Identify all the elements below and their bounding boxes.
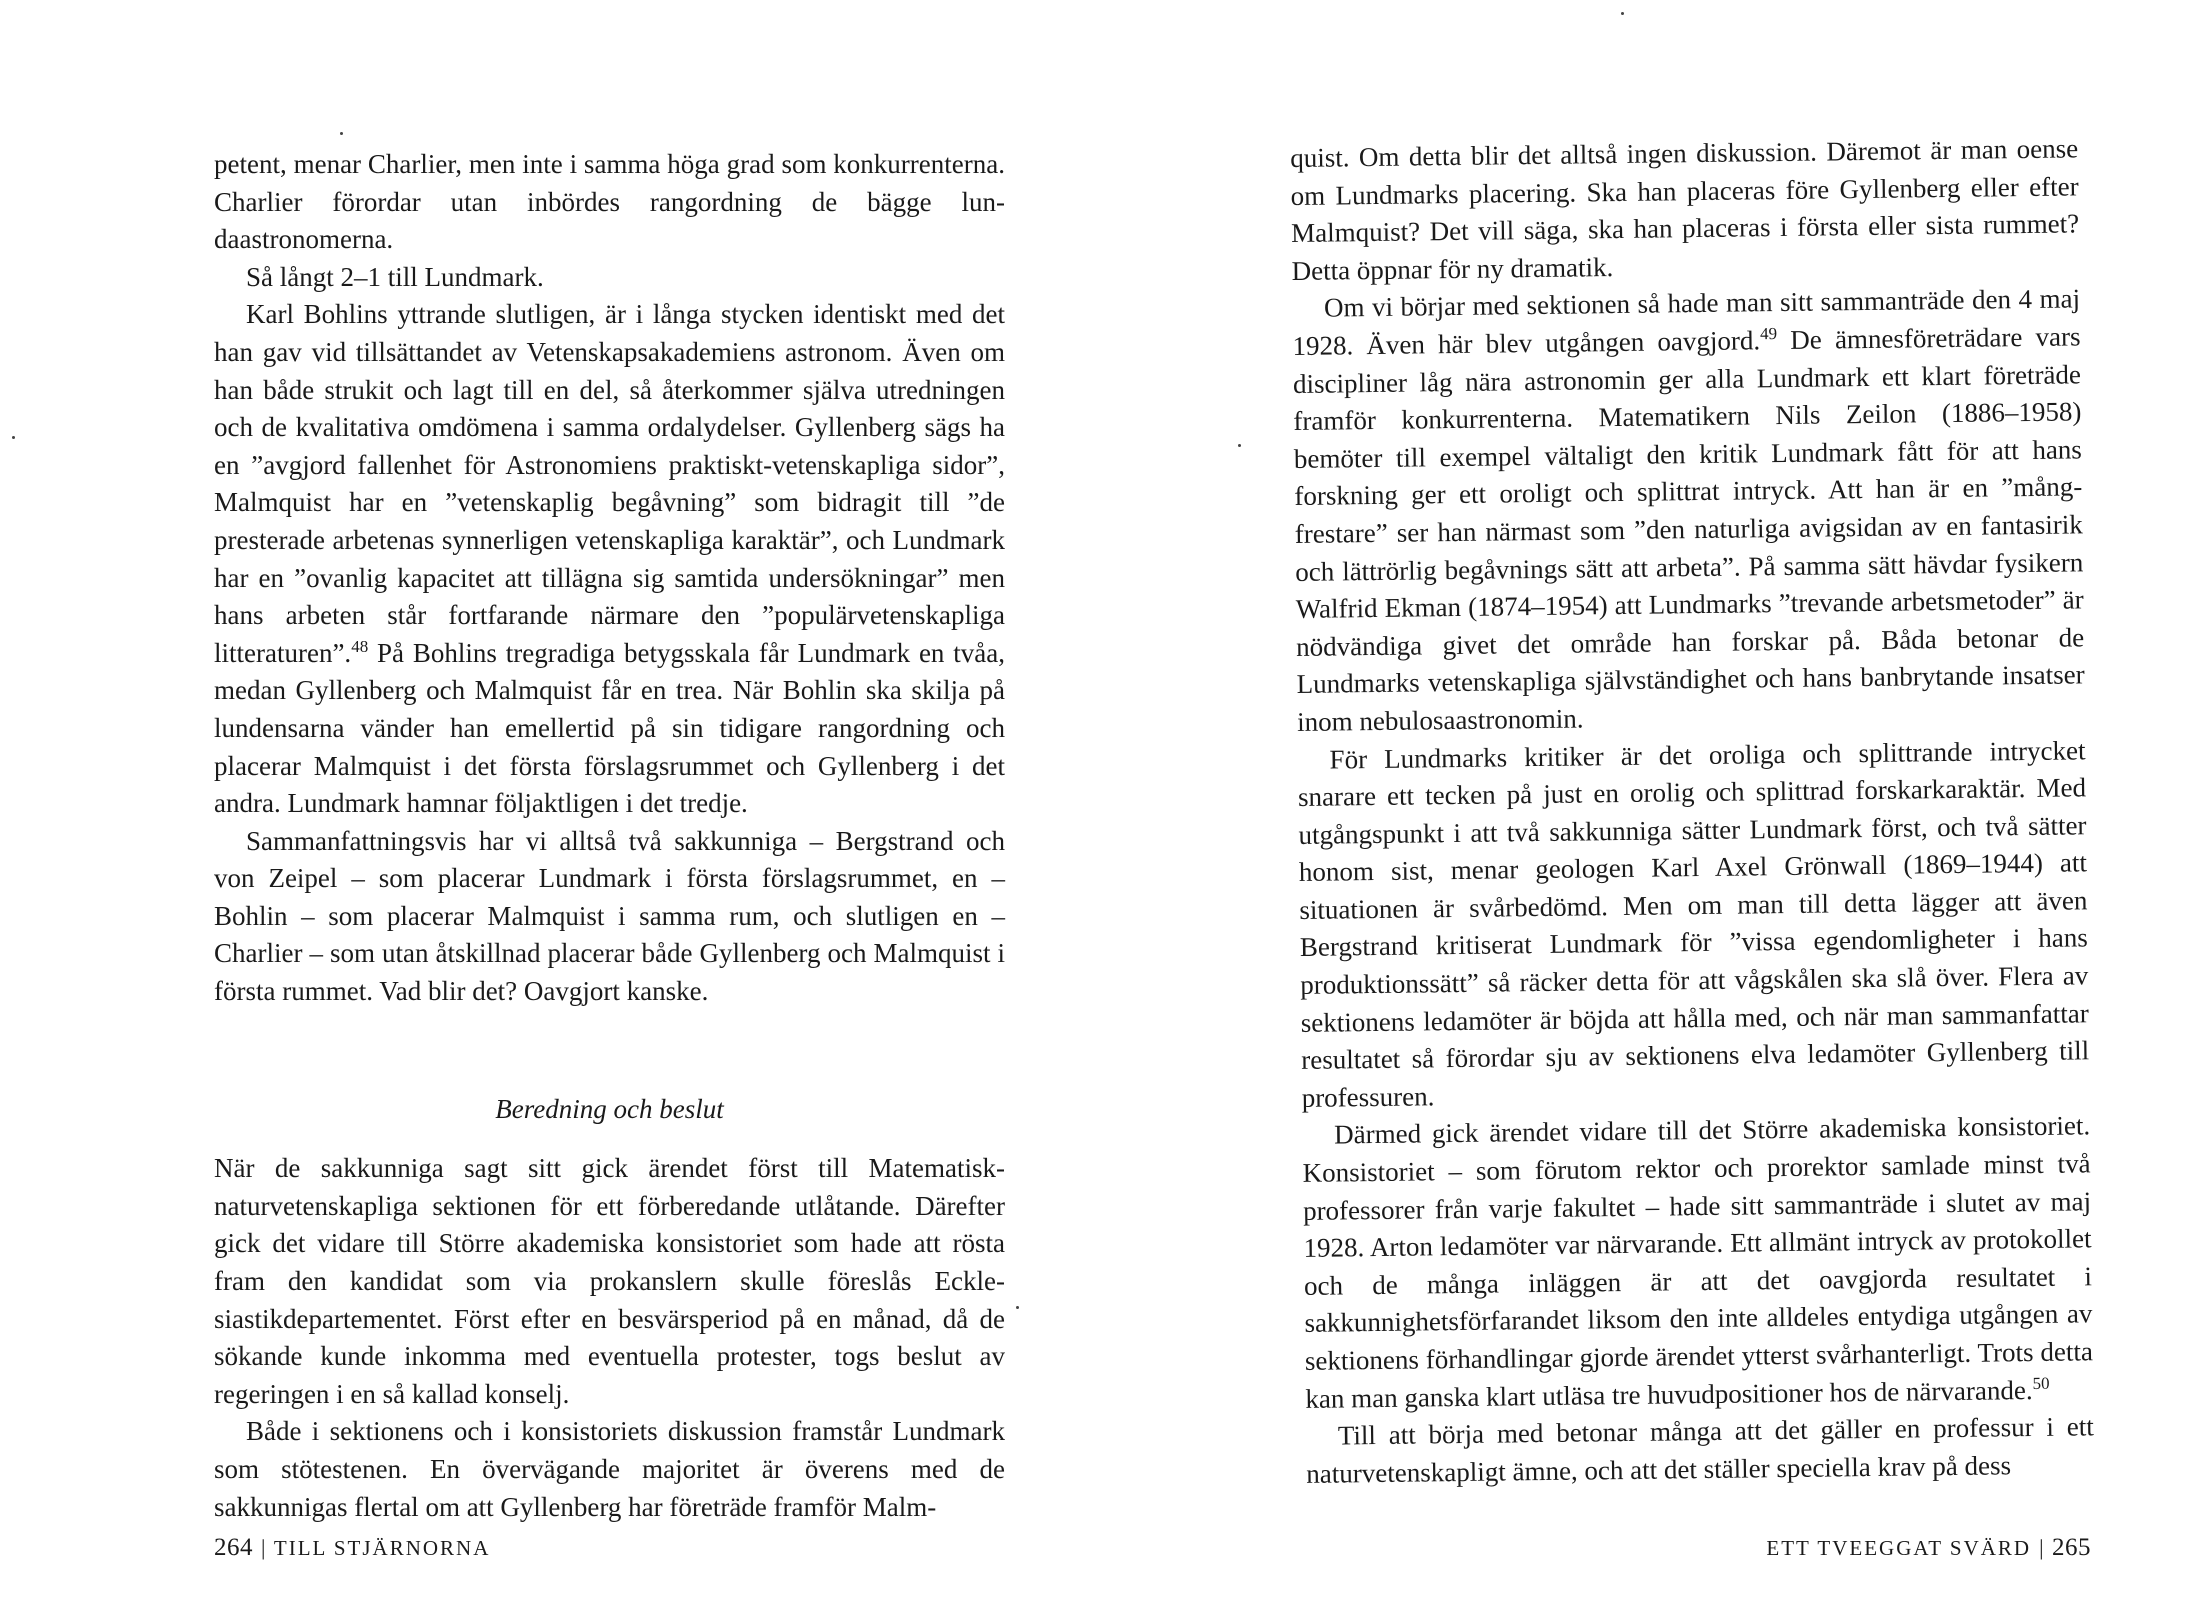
page-number: 265 — [2052, 1534, 2091, 1561]
left-footer — [214, 1534, 490, 1562]
paragraph: Så långt 2–1 till Lundmark. — [246, 261, 544, 292]
paragraph: För Lundmarks kritiker är det oroliga och splittrande intrycket snarare ett tecken på just en orolig och splittrad forskarkaraktär. Med utgångspunkt i att två sakkunniga sätter Lundmark först, och två sätter honom sist, menar geologen Karl Axel Grönwall (1869–1944) att situationen är svårbedömd. Men om man till detta lägger att även Bergstrand kritiserat Lundmark för ”vissa egendomligheter i hans produktionssätt” så räcker detta för att vågskålen ska slå över. Flera av sektionens ledamöter är böjda att hålla med, och när man sammanfattar resultatet så förordar sju av sektionens elva ledamöter Gyllenberg till professuren. — [1297, 734, 2090, 1113]
footnote-ref: 50 — [2032, 1373, 2050, 1393]
footer-separator: | — [2039, 1535, 2044, 1560]
running-head: TILL STJÄRNORNA — [273, 1536, 491, 1560]
scan-speck — [1621, 12, 1624, 15]
scan-speck — [1016, 1306, 1019, 1309]
section-heading: Beredning och beslut — [495, 1093, 724, 1124]
left-page — [0, 0, 1099, 1601]
right-page — [1100, 0, 2199, 1601]
paragraph — [1302, 1108, 2094, 1418]
paragraph-text: Om vi börjar med sektionen så hade man sitt sammanträde den 4 maj 1928. Även här blev utgången oavgjord. — [1292, 283, 2081, 361]
paragraph-text: På Bohlins tregradiga betygsskala får Lundmark en tvåa, medan Gyllenberg och Malmquist får en trea. När Bohlin ska skilja på lundensarna vänder han emellertid på sin tidigare rangordning och placerar Malmquist i det första förslagsrummet och Gyllenberg i det andra. Lundmark hamnar följaktligen i det tredje. — [214, 637, 1005, 819]
footnote-ref: 49 — [1759, 324, 1778, 344]
paragraph: Både i sektionens och i konsistoriets diskussion framstår Lundmark som stötestenen. En övervägande majoritet är överens med de sakkunnigas flertal om att Gyllenberg har företräde framför Malm- — [214, 1416, 1005, 1522]
paragraph: Till att börja med betonar många att det gäller en professur i ett naturvetenskapligt ämne, och att det ställer speciella krav på dess — [1306, 1411, 2094, 1489]
scan-speck — [340, 132, 343, 135]
footnote-ref: 48 — [351, 636, 369, 656]
paragraph: När de sakkunniga sagt sitt gick ärendet först till Matematisk-naturvetenskapliga sektionen för ett förberedande utlåtande. Därefter gick det vidare till Större akademiska konsistoriet som hade att rösta fram den kandidat som via prokanslern skulle föreslås Ecklesiastikdepartementet. Först efter en besvärsperiod på en månad, då de sökande kunde inkomma med eventuella protester, togs beslut av regeringen i en så kallad konselj. — [214, 1153, 1005, 1409]
right-footer — [1766, 1534, 2091, 1562]
scan-speck — [12, 436, 15, 439]
paragraph-text: Karl Bohlins yttrande slutligen, är i långa stycken identiskt med det han gav vid tillsättandet av Vetenskapsakademiens astronom. Även om han både strukit och lagt till en del, så återkommer själva utredningen och de kvalitativa omdömena i samma ordalydelser. Gyllenberg sägs ha en ”avgjord fallenhet för Astronomiens praktiskt-vetenskapliga sidor”, Malmquist har en ”vetenskaplig begåvning” som bidragit till ”de presterade arbetenas synnerligen vetenskapliga karaktär”, och Lundmark har en ”ovanlig kapacitet att tillägna sig samtida undersökningar” men hans arbeten står fortfarande närmare den ”populärvetenskapliga litteraturen”. — [214, 299, 1005, 668]
page-number: 264 — [214, 1534, 253, 1561]
right-page-text — [1290, 130, 2094, 1493]
paragraph: quist. Om detta blir det alltså ingen diskussion. Däremot är man oense om Lundmarks placering. Ska han placeras före Gyllenberg eller efter Malmquist? Det vill säga, ska han placeras i första eller sista rummet? Detta öppnar för ny dramatik. — [1290, 133, 2080, 286]
paragraph: petent, menar Charlier, men inte i samma höga grad som konkurrenterna. Charlier förordar utan inbördes rangordning de bägge lundaastronomerna. — [214, 149, 1005, 255]
left-page-text — [214, 146, 1005, 1526]
footer-separator: | — [261, 1535, 266, 1560]
paragraph-text: De ämnesföreträdare vars discipliner låg nära astronomin ger alla Lundmark ett klart företräde framför konkurrenterna. Matematikern Nils Zeilon (1886–1958) bemöter till exempel vältaligt den kritik Lundmark fått för att hans forskning ger ett oroligt och splittrat intryck. Att han är en ”mångfrestare” ser han närmast som ”den naturliga avigsidan av en fantasirik och lättrörlig begåvnings sätt att arbeta”. På samma sätt hävdar fysikern Walfrid Ekman (1874–1954) att Lundmarks ”trevande arbetsmetoder” är nödvändiga givet det område han forskar på. Båda betonar de Lundmarks vetenskapliga självständighet och hans banbrytande insatser inom nebulosaastronomin. — [1292, 321, 2085, 737]
running-head: ETT TVEEGGAT SVÄRD — [1766, 1536, 2032, 1560]
paragraph-text: Därmed gick ärendet vidare till det Större akademiska konsistoriet. Konsistoriet – som förutom rektor och prorektor samlade minst två professorer från varje fakultet – hade sitt sammanträde i slutet av maj 1928. Arton ledamöter var närvarande. Ett allmänt intryck av protokollet och de många inläggen är att det oavgjorda resultatet i sakkunnighetsförfarandet liksom den inte alldeles entydiga utgången av sektionens förhandlingar gjorde ärendet ytterst svårhanterligt. Trots detta kan man ganska klart utläsa tre huvudpositioner hos de närvarande. — [1302, 1110, 2094, 1414]
paragraph: Sammanfattningsvis har vi alltså två sakkunniga – Bergstrand och von Zeipel – som placerar Lundmark i första förslagsrummet, en – Bohlin – som placerar Malmquist i samma rum, och slutligen en – Charlier – som utan åtskillnad placerar både Gyllenberg och Malmquist i första rummet. Vad blir det? Oavgjort kanske. — [214, 825, 1005, 1007]
paragraph — [1292, 281, 2085, 742]
scan-speck — [1238, 444, 1241, 447]
paragraph — [214, 296, 1005, 822]
